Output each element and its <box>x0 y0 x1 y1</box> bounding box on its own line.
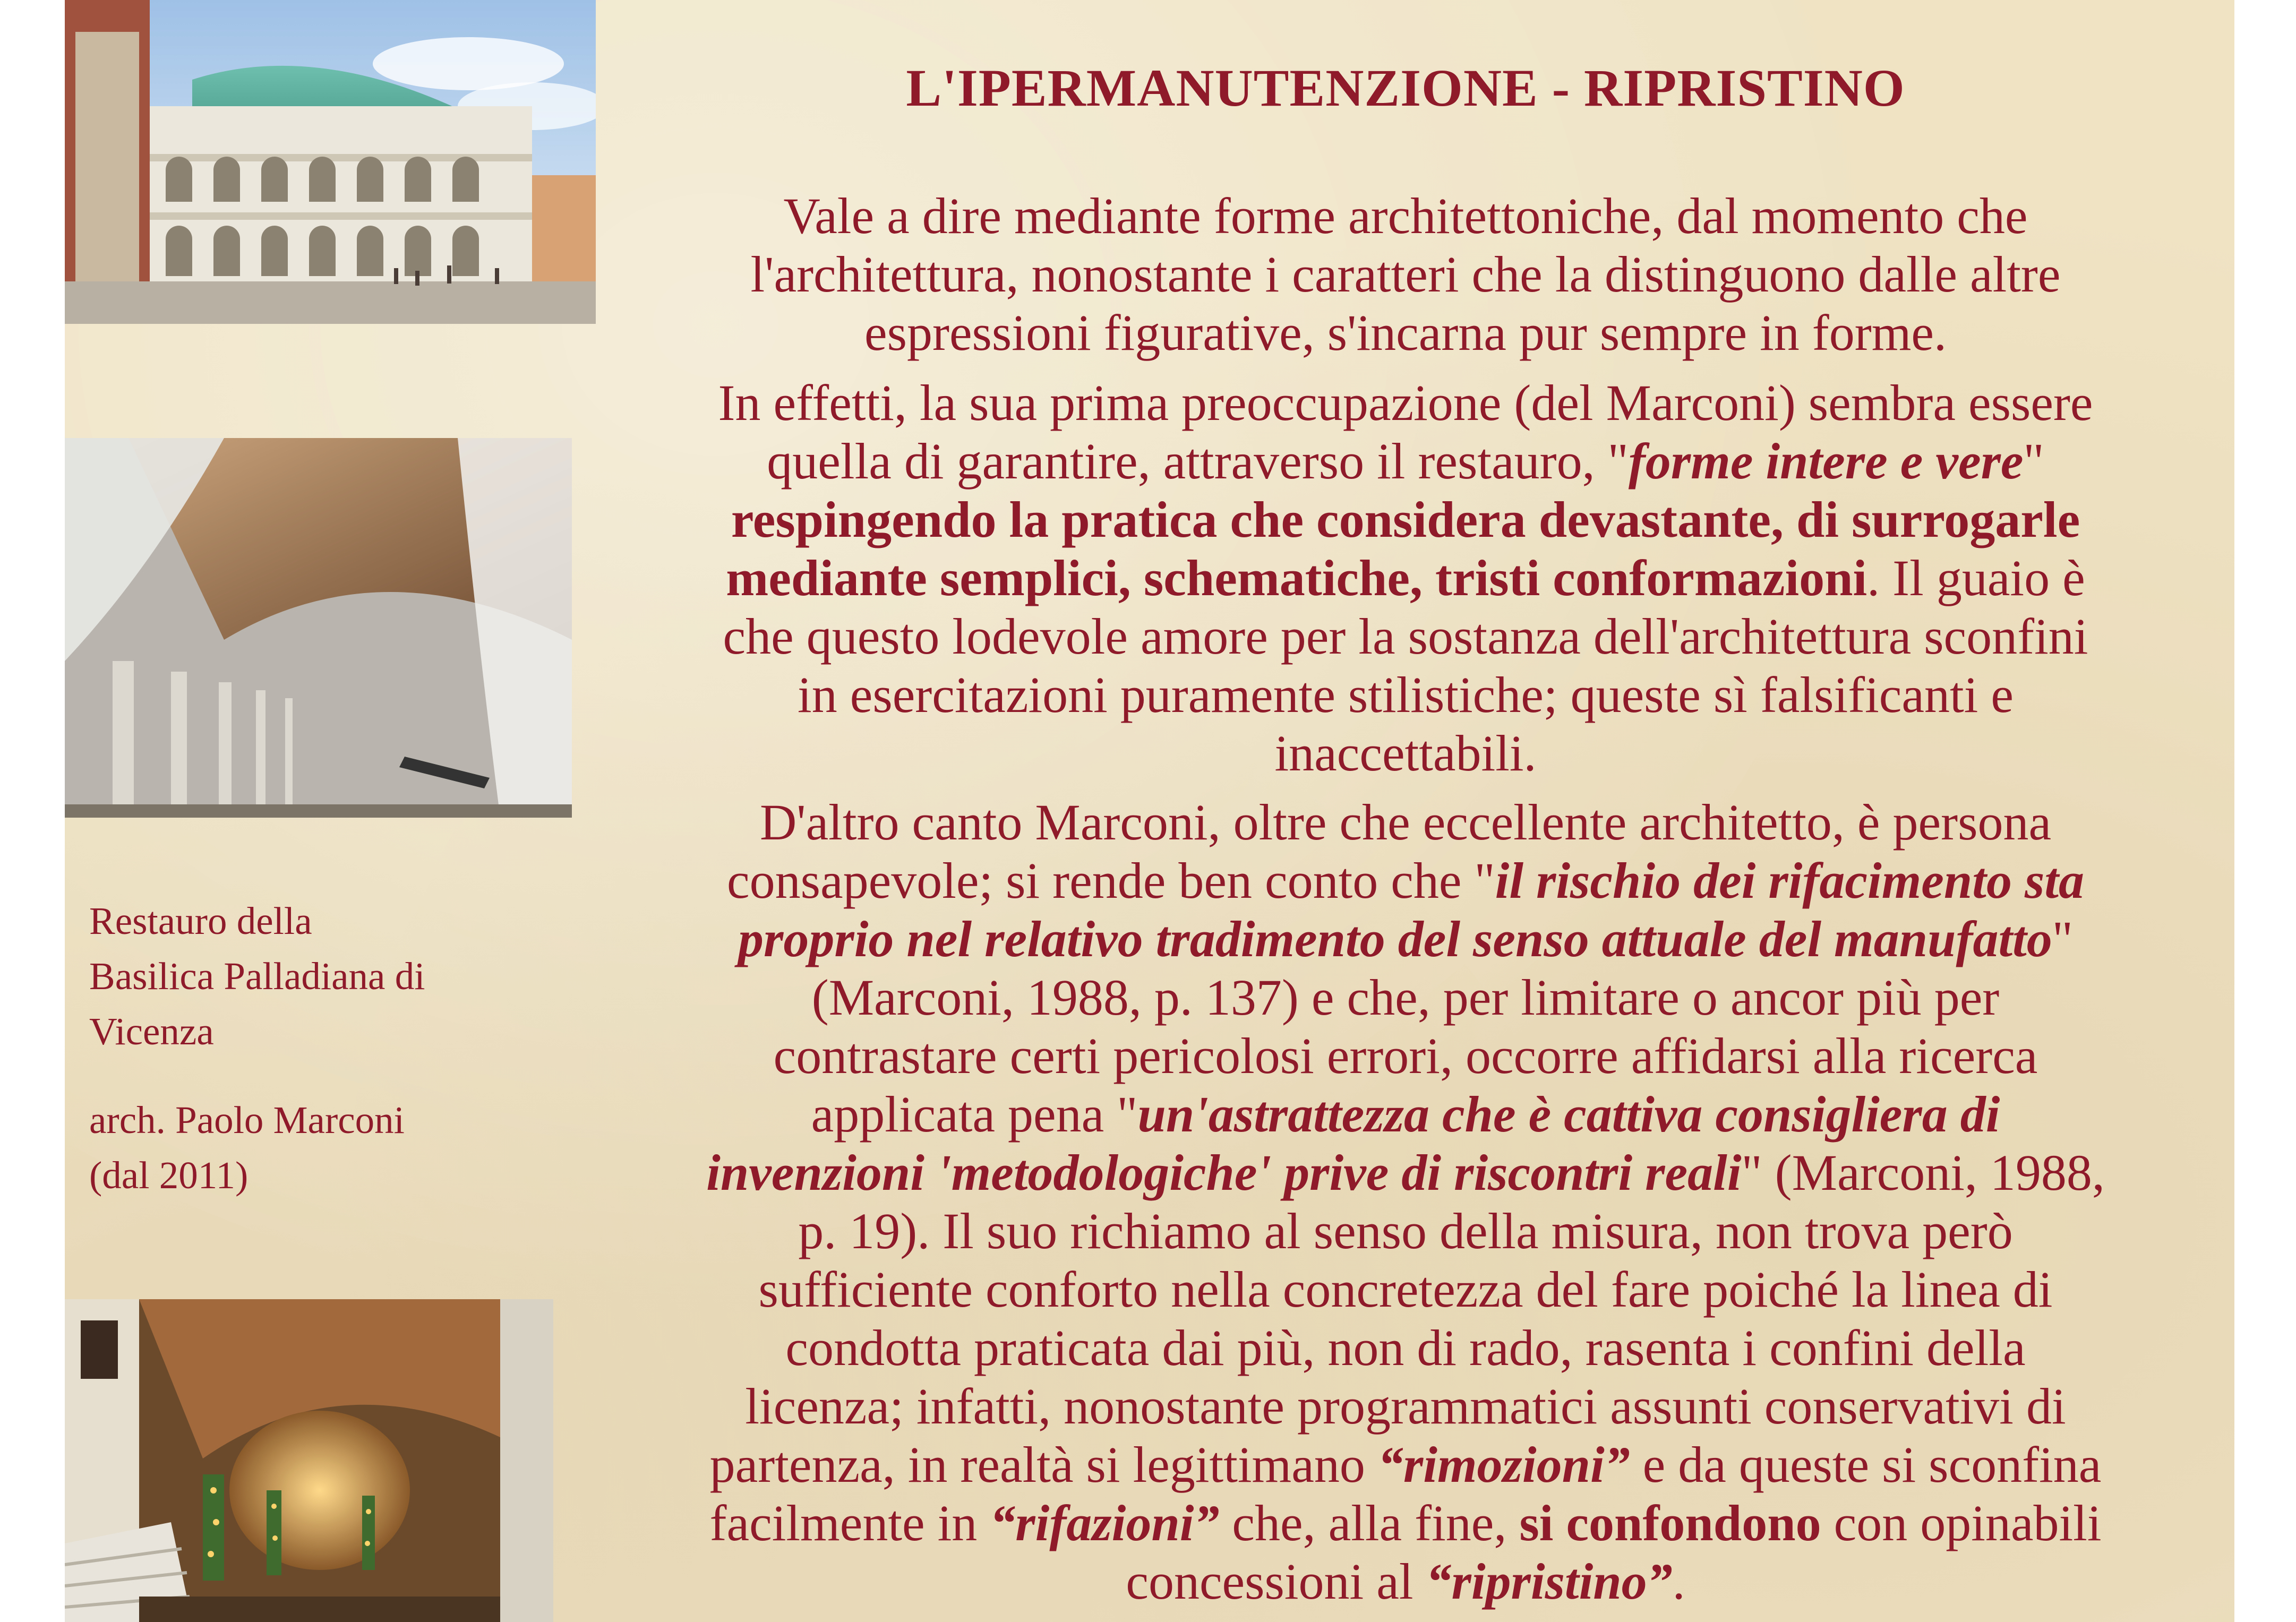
text-run: che, alla fine, <box>1219 1495 1520 1551</box>
text-run: " <box>2052 911 2073 967</box>
text-line: Vale a dire mediante forme architettoniche, dal momento che <box>783 187 2028 244</box>
emphasis: “rifazioni” <box>990 1495 1220 1551</box>
emphasis: invenzioni 'metodologiche' prive di riscontri reali <box>706 1144 1742 1201</box>
text-run: e da queste si sconfina <box>1630 1436 2102 1493</box>
bold-run: respingendo la pratica che considera devastante, di surrogarle <box>731 491 2080 548</box>
text-run: applicata pena " <box>811 1086 1138 1143</box>
emphasis: forme intere e vere <box>1628 433 2024 490</box>
text-line: licenza; infatti, nonostante programmatici assunti conservativi di <box>745 1378 2066 1435</box>
caption-line: Restauro della <box>89 899 312 942</box>
loggia-vault-photo <box>65 438 572 818</box>
caption-line: (dal 2011) <box>89 1154 249 1197</box>
caption-line: arch. Paolo Marconi <box>89 1099 405 1142</box>
paragraph-3 <box>553 793 2234 1611</box>
slide <box>65 0 2234 1622</box>
text-line: D'altro canto Marconi, oltre che eccellente architetto, è persona <box>759 794 2052 851</box>
text-line: condotta praticata dai più, non di rado, rasenta i confini della <box>785 1319 2026 1376</box>
text-run: consapevole; si rende ben conto che " <box>727 852 1495 909</box>
emphasis: un'astrattezza che è cattiva consigliera di <box>1137 1086 2000 1143</box>
text-line <box>553 1494 2234 1552</box>
text-line <box>553 852 2234 910</box>
text-line <box>553 549 2234 607</box>
text-line: inaccettabili. <box>1274 725 1537 782</box>
text-line <box>553 1085 2234 1144</box>
photo-caption <box>89 894 567 1059</box>
main-text-area <box>553 0 2234 1622</box>
text-run: . <box>1672 1553 1685 1610</box>
caption-line: Vicenza <box>89 1010 214 1053</box>
text-line: (Marconi, 1988, p. 137) e che, per limitare o ancor più per <box>811 969 2000 1026</box>
text-line <box>553 910 2234 968</box>
text-line: In effetti, la sua prima preoccupazione (del Marconi) sembra essere <box>718 374 2093 431</box>
basilica-exterior-photo <box>65 0 596 324</box>
text-run: " <box>2023 433 2044 490</box>
emphasis: “ripristino” <box>1426 1553 1673 1610</box>
paragraph-1 <box>553 187 2234 362</box>
text-line <box>553 491 2234 549</box>
text-run: facilmente in <box>709 1495 990 1551</box>
bold-run: si confondono <box>1519 1495 1821 1551</box>
text-line: espressioni figurative, s'incarna pur sempre in forme. <box>864 304 1947 361</box>
author-caption <box>89 1093 567 1203</box>
text-line: contrastare certi pericolosi errori, occorre affidarsi alla ricerca <box>773 1027 2038 1084</box>
portico-night-photo <box>65 1299 553 1622</box>
text-line <box>553 1436 2234 1494</box>
caption-line: Basilica Palladiana di <box>89 955 425 998</box>
text-line <box>553 1552 2234 1611</box>
text-run: concessioni al <box>1126 1553 1426 1610</box>
text-line <box>553 1144 2234 1202</box>
text-line: l'architettura, nonostante i caratteri che la distinguono dalle altre <box>750 246 2061 303</box>
emphasis: “rimozioni” <box>1377 1436 1630 1493</box>
emphasis: il rischio dei rifacimento sta <box>1495 852 2084 909</box>
text-line: p. 19). Il suo richiamo al senso della misura, non trova però <box>798 1203 2013 1259</box>
text-run: con opinabili <box>1821 1495 2102 1551</box>
text-run: partenza, in realtà si legittimano <box>709 1436 1378 1493</box>
text-line: che questo lodevole amore per la sostanza dell'architettura sconfini <box>723 608 2088 665</box>
slide-title: L'IPERMANUTENZIONE - RIPRISTINO <box>906 58 1905 117</box>
bold-run: mediante semplici, schematiche, tristi conformazioni <box>726 550 1867 606</box>
emphasis: proprio nel relativo tradimento del senso attuale del manufatto <box>738 911 2052 967</box>
text-run: quella di garantire, attraverso il restauro, " <box>767 433 1629 490</box>
text-run: . Il guaio è <box>1867 550 2085 606</box>
text-line <box>553 432 2234 491</box>
paragraph-2 <box>553 374 2234 783</box>
text-line: in esercitazioni puramente stilistiche; queste sì falsificanti e <box>798 666 2014 723</box>
text-run: " (Marconi, 1988, <box>1741 1144 2105 1201</box>
text-line: sufficiente conforto nella concretezza del fare poiché la linea di <box>758 1261 2053 1318</box>
